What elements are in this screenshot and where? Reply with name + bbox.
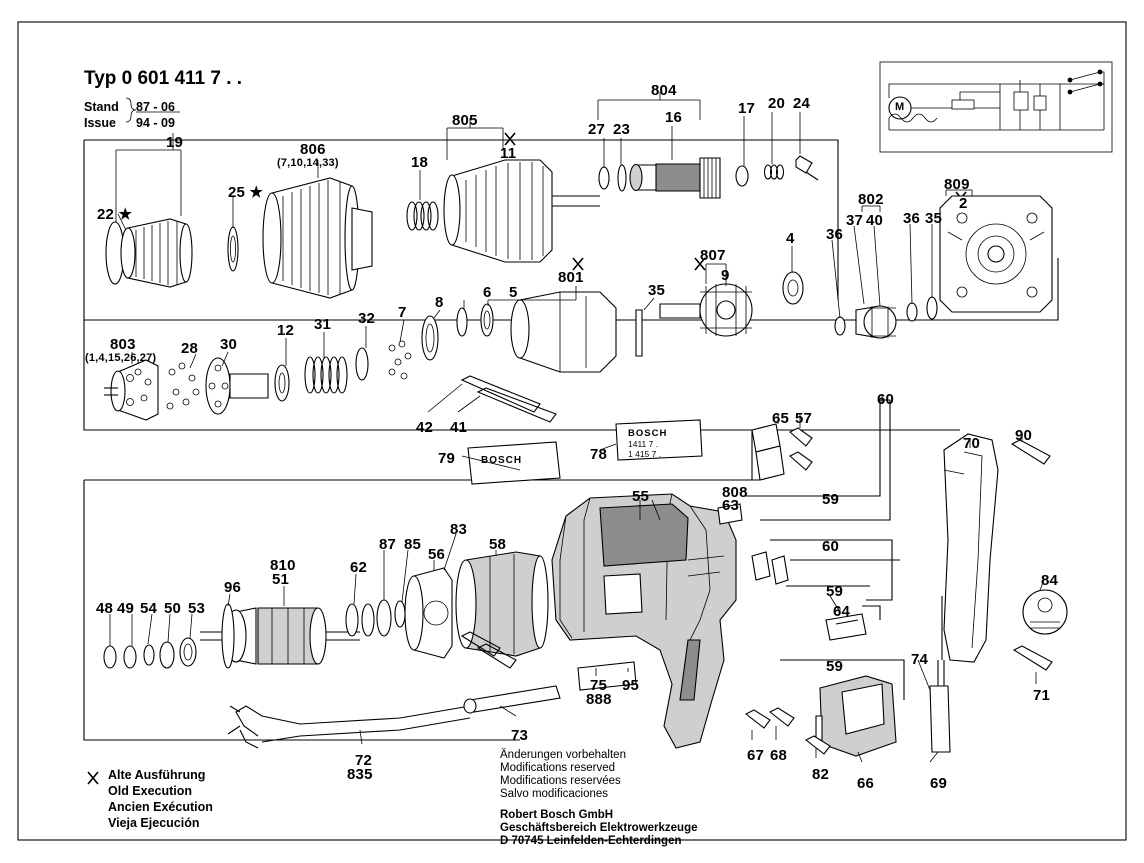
callout-18: 18 <box>411 154 429 171</box>
nameplate-78-line3: 1 415 7 . <box>628 449 662 459</box>
note-line-3: Salvo modificaciones <box>500 788 609 800</box>
callout-22: 22 ★ <box>97 206 133 223</box>
callout-27: 27 <box>588 121 606 138</box>
legend-line-0: Alte Ausführung <box>108 768 206 782</box>
callout-73: 73 <box>511 727 529 744</box>
company-line-2: D 70745 Leinfelden-Echterdingen <box>500 835 682 847</box>
callout-65: 65 <box>772 410 790 427</box>
callout-801: 801 <box>558 269 584 286</box>
callout-70: 70 <box>963 435 981 452</box>
callout-25: 25 ★ <box>228 184 264 201</box>
callout-59: 59 <box>822 491 840 508</box>
callout-85: 85 <box>404 536 422 553</box>
callout-59: 59 <box>826 658 844 675</box>
callout-72: 72 <box>355 752 373 769</box>
callout-2: 2 <box>959 195 968 212</box>
legend-line-3: Vieja Ejecución <box>108 816 200 830</box>
issue-value: 94 - 09 <box>136 116 175 130</box>
callout-60: 60 <box>877 391 895 408</box>
callout-49: 49 <box>117 600 135 617</box>
nameplate-78-line1: BOSCH <box>628 428 668 439</box>
callout-888: 888 <box>586 691 612 708</box>
callout-7-10-14-33: (7,10,14,33) <box>277 157 339 169</box>
callout-809: 809 <box>944 176 970 193</box>
callout-37: 37 <box>846 212 864 229</box>
callout-807: 807 <box>700 247 726 264</box>
note-line-2: Modifications reservées <box>500 775 621 787</box>
callout-68: 68 <box>770 747 788 764</box>
callout-54: 54 <box>140 600 158 617</box>
callout-90: 90 <box>1015 427 1033 444</box>
callout-36: 36 <box>826 226 844 243</box>
callout-50: 50 <box>164 600 182 617</box>
callout-1-4-15-26-27: (1,4,15,26,27) <box>85 352 157 364</box>
stand-label: Stand <box>84 100 119 114</box>
callout-56: 56 <box>428 546 446 563</box>
company-line-1: Geschäftsbereich Elektrowerkzeuge <box>500 822 698 834</box>
callout-36: 36 <box>903 210 921 227</box>
callout-5: 5 <box>509 284 518 301</box>
callout-810: 810 <box>270 557 296 574</box>
callout-42: 42 <box>416 419 434 436</box>
callout-11: 11 <box>500 145 517 162</box>
callout-69: 69 <box>930 775 948 792</box>
callout-83: 83 <box>450 521 468 538</box>
callout-12: 12 <box>277 322 295 339</box>
note-line-0: Änderungen vorbehalten <box>500 749 626 761</box>
callout-35: 35 <box>648 282 666 299</box>
page-title: Typ 0 601 411 7 . . <box>84 68 243 89</box>
callout-53: 53 <box>188 600 206 617</box>
callout-55: 55 <box>632 488 650 505</box>
callout-32: 32 <box>358 310 376 327</box>
callout-8: 8 <box>435 294 444 311</box>
callout-19: 19 <box>166 134 184 151</box>
legend-line-1: Old Execution <box>108 784 193 798</box>
callout-64: 64 <box>833 603 851 620</box>
callout-30: 30 <box>220 336 238 353</box>
motor-symbol-label: M <box>895 101 905 113</box>
callout-808: 808 <box>722 484 748 501</box>
callout-803: 803 <box>110 336 136 353</box>
nameplate-79-text: BOSCH <box>481 455 523 466</box>
callout-17: 17 <box>738 100 756 117</box>
callout-40: 40 <box>866 212 884 229</box>
stand-value: 87 - 06 <box>136 100 175 114</box>
callout-82: 82 <box>812 766 830 783</box>
callout-59: 59 <box>826 583 844 600</box>
callout-66: 66 <box>857 775 875 792</box>
callout-9: 9 <box>721 267 730 284</box>
callout-41: 41 <box>450 419 468 436</box>
callout-84: 84 <box>1041 572 1059 589</box>
callout-20: 20 <box>768 95 786 112</box>
callout-805: 805 <box>452 112 478 129</box>
callout-48: 48 <box>96 600 114 617</box>
company-line-0: Robert Bosch GmbH <box>500 809 614 821</box>
callout-835: 835 <box>347 766 373 783</box>
issue-label: Issue <box>84 116 116 130</box>
callout-87: 87 <box>379 536 397 553</box>
note-line-1: Modifications reserved <box>500 762 616 774</box>
legend-line-2: Ancien Exécution <box>108 800 213 814</box>
callout-63: 63 <box>722 497 740 514</box>
nameplate-78-line2: 1411 7 . <box>628 439 659 449</box>
callout-35: 35 <box>925 210 943 227</box>
callout-75: 75 <box>590 677 608 694</box>
callout-74: 74 <box>911 651 929 668</box>
callout-804: 804 <box>651 82 677 99</box>
callout-7: 7 <box>398 304 407 321</box>
callout-57: 57 <box>795 410 813 427</box>
callout-6: 6 <box>483 284 492 301</box>
callout-24: 24 <box>793 95 811 112</box>
callout-16: 16 <box>665 109 683 126</box>
callout-51: 51 <box>272 571 290 588</box>
callout-31: 31 <box>314 316 332 333</box>
callout-96: 96 <box>224 579 242 596</box>
callout-802: 802 <box>858 191 884 208</box>
callout-67: 67 <box>747 747 765 764</box>
callout-58: 58 <box>489 536 507 553</box>
callout-62: 62 <box>350 559 368 576</box>
callout-95: 95 <box>622 677 640 694</box>
callout-23: 23 <box>613 121 631 138</box>
callout-4: 4 <box>786 230 795 247</box>
callout-78: 78 <box>590 446 608 463</box>
callout-806: 806 <box>300 141 326 158</box>
callout-79: 79 <box>438 450 456 467</box>
callout-71: 71 <box>1033 687 1051 704</box>
callout-28: 28 <box>181 340 199 357</box>
callout-60: 60 <box>822 538 840 555</box>
